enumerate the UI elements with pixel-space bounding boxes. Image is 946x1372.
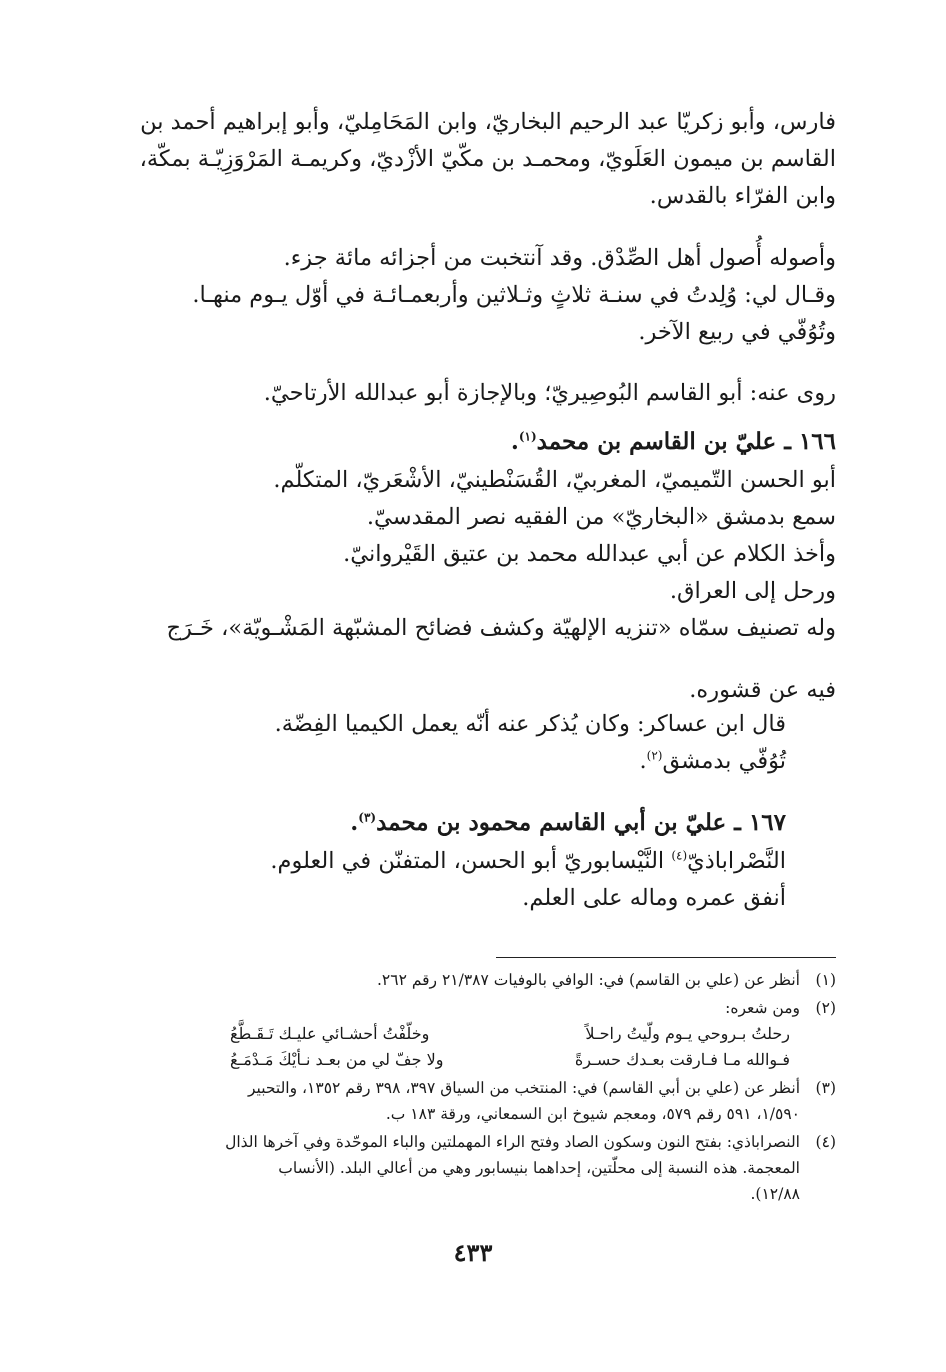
footnote-line: ١٢/٨٨). (750, 1185, 800, 1203)
text-line: وابن الفرّاء بالقدس. (649, 183, 836, 209)
text-rest: النَّيْسابوريّ أبو الحسن، المتفنّن في العلوم. (270, 848, 672, 874)
entry-title (130, 803, 786, 843)
page-number: ٤٣٣ (453, 1238, 493, 1267)
text-line: قال ابن عساكر: وكان يُذكر عنه أنّه يعمل الكيميا الفِضّة. (274, 711, 786, 737)
main-text-top (130, 104, 836, 215)
footnote-line: ١/٥٩٠، ٥٩١ رقم ٥٧٩، ومعجم شيوخ ابن السمعاني، ورقة ١٨٣ ب. (385, 1105, 800, 1123)
text-line: وتُوُفّي في ربيع الآخر. (638, 319, 836, 345)
footnote-1 (130, 967, 836, 993)
footnote-number: (١) (815, 971, 836, 989)
footnotes (130, 967, 836, 1209)
punct: . (639, 748, 647, 774)
entry-title-text: ١٦٦ ـ عليّ بن القاسم بن محمد (536, 428, 836, 455)
death-text: تُوُفّي بدمشق (662, 748, 786, 774)
footnote-body (130, 1075, 800, 1127)
entry-166-quote (130, 706, 786, 780)
footnote-number: (٣) (815, 1079, 836, 1097)
text-line: وقـال لي: وُلِدتُ في سنـة ثلاثٍ وثـلاثين وأربعمـائـة في أوّل يـوم منهـا. (192, 282, 836, 308)
footnote-body (130, 967, 800, 993)
hemistich: رحلتُ بـروحي يـوم ولّيتُ راحـلاً (585, 1024, 790, 1043)
footnote-3 (130, 1075, 836, 1127)
footnote-line: النصراباذي: بفتح النون وسكون الصاد وفتح الراء المهملتين والباء الموحّدة وفي آخرها الذال (225, 1133, 800, 1151)
text-line: وأصوله أُصول أهل الصِّدْق. وقد آنتخبت من أجزائه مائة جزء. (283, 245, 836, 271)
hemistich: ولا جفّ لي من بعـد نـأيْكَ مَـدْمَـعُ (230, 1050, 444, 1069)
footnote-number: (٢) (815, 999, 836, 1017)
footnote-ref[interactable]: (١) (518, 429, 537, 444)
footnote-ref[interactable]: (٢) (646, 748, 663, 763)
footnote-line: المعجمة. هذه النسبة إلى محلّتين، إحداهما بنيسابور وهي من أعالي البلد. (الأنساب (278, 1159, 800, 1177)
text-line: سمع بدمشق «البخاريّ» من الفقيه نصر المقدسيّ. (366, 504, 836, 530)
footnote-body (130, 1129, 800, 1207)
hemistich: وخلّفْتُ أحشـائي عليـك تَـقَـطَّعُ (230, 1024, 430, 1043)
footnote-body (130, 995, 800, 1073)
main-text-sources (130, 240, 836, 351)
title-punct: . (350, 809, 359, 836)
verse-line (230, 1021, 790, 1047)
text-line: ورحل إلى العراق. (669, 578, 836, 604)
entry-167 (130, 803, 786, 917)
text-line: أنفق عمره وماله على العلم. (522, 885, 786, 911)
footnote-line: أنظر عن (علي بن القاسم) في: الوافي بالوفيات ٢١/٣٨٧ رقم ٢٦٢. (376, 971, 800, 989)
hemistich: فـوالله مـا فـارقت بعـدك حسـرةً (574, 1050, 790, 1069)
footnote-ref[interactable]: (٤) (671, 848, 688, 863)
text-line: روى عنه: أبو القاسم البُوصِيريّ؛ وبالإجازة أبو عبدالله الأرتاحيّ. (263, 380, 836, 406)
footnote-number: (٤) (815, 1133, 836, 1151)
entry-166-continuation (130, 672, 836, 709)
footnote-line: ومن شعره: (725, 999, 800, 1017)
title-punct: . (510, 428, 519, 455)
text-line: فيه عن قشوره. (689, 677, 836, 703)
text-line: القاسم بن ميمون العَلَويّ، ومحمـد بن مكّيّ الأزْديّ، وكريمـة المَرْوَزِيّـة بمكّة، (139, 146, 836, 172)
text-line: فارس، وأبو زكريّا عبد الرحيم البخاريّ، وابن المَحَامِليّ، وأبو إبراهيم أحمد بن (140, 109, 836, 135)
text-line: وله تصنيف سمّاه «تنزيه الإلهيّة وكشف فضائح المشبّهة المَشْـويّة»، خَـرَج (166, 615, 836, 641)
entry-title-text: ١٦٧ ـ عليّ بن أبي القاسم محمود بن محمد (376, 809, 786, 836)
main-text-narrators (130, 375, 836, 412)
entry-166 (130, 422, 836, 647)
entry-title (130, 422, 836, 462)
footnote-ref[interactable]: (٣) (358, 810, 377, 825)
text-line: أبو الحسن التّميميّ، المغربيّ، القُسَنْطينيّ، الأشْعَريّ، المتكلّم. (273, 467, 836, 493)
footnote-2 (130, 995, 836, 1073)
text-line (130, 843, 786, 880)
text-line: وأخذ الكلام عن أبي عبدالله محمد بن عتيق القَيْروانيّ. (343, 541, 836, 567)
nisba-text: النَّصْراباذيّ (687, 848, 786, 874)
text-line (130, 743, 786, 780)
footnote-divider (496, 957, 836, 958)
footnote-4 (130, 1129, 836, 1207)
footnote-line: أنظر عن (علي بن أبي القاسم) في: المنتخب من السياق ٣٩٧، ٣٩٨ رقم ١٣٥٢، والتحبير (248, 1079, 800, 1097)
verse-line (230, 1047, 790, 1073)
